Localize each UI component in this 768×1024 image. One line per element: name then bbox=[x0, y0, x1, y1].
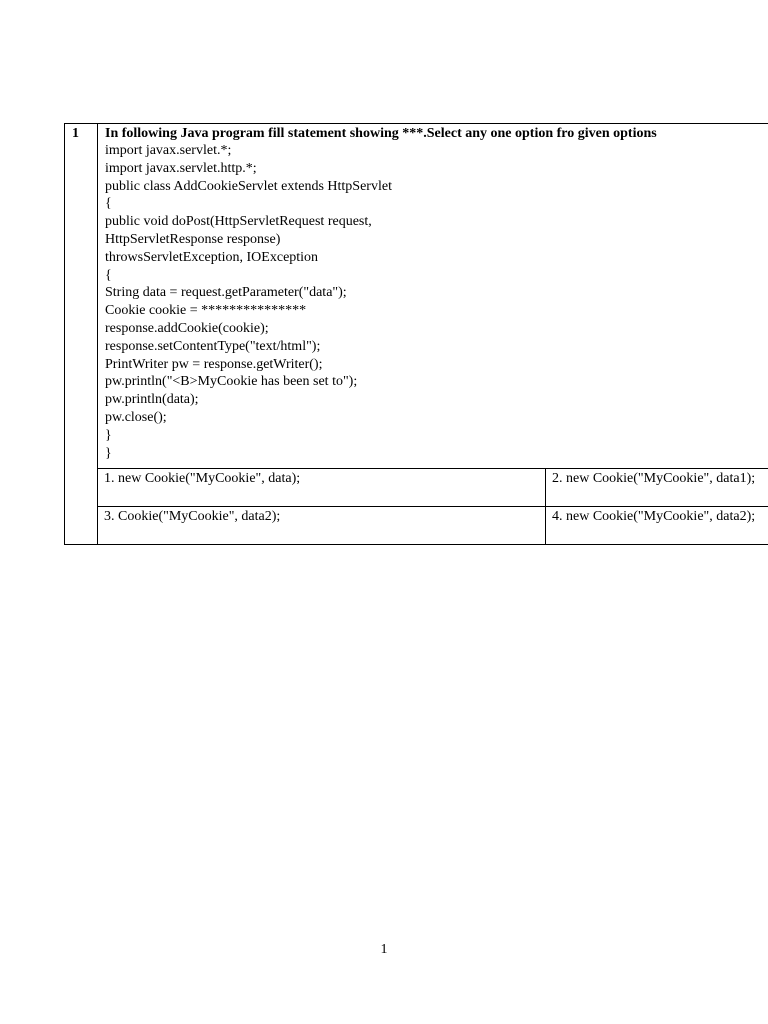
option-1: 1. new Cookie("MyCookie", data); bbox=[98, 469, 546, 507]
option-2: 2. new Cookie("MyCookie", data1); bbox=[546, 469, 768, 507]
options-row bbox=[65, 507, 768, 545]
option-4: 4. new Cookie("MyCookie", data2); bbox=[546, 507, 768, 545]
code-line: { bbox=[105, 196, 112, 212]
question-body-cell bbox=[98, 124, 768, 469]
question-table bbox=[64, 123, 768, 545]
code-line: throwsServletException, IOException bbox=[105, 249, 319, 265]
option-3: 3. Cookie("MyCookie", data2); bbox=[98, 507, 546, 545]
question-number: 1 bbox=[72, 126, 79, 141]
code-line: import javax.servlet.http.*; bbox=[105, 160, 257, 176]
code-line: public void doPost(HttpServletRequest request, bbox=[105, 214, 372, 230]
code-line: String data = request.getParameter("data"); bbox=[105, 285, 347, 301]
code-line: pw.println(data); bbox=[105, 392, 199, 408]
code-line: response.setContentType("text/html"); bbox=[105, 338, 321, 354]
code-line: } bbox=[105, 445, 112, 461]
code-line: HttpServletResponse response) bbox=[105, 231, 281, 247]
code-line: public class AddCookieServlet extends HttpServlet bbox=[105, 178, 392, 194]
page-number: 1 bbox=[380, 942, 388, 957]
code-line: response.addCookie(cookie); bbox=[105, 320, 269, 336]
question-heading: In following Java program fill statement showing ***.Select any one option fro given options bbox=[105, 126, 657, 141]
code-line: pw.println("<B>MyCookie has been set to"); bbox=[105, 374, 358, 390]
code-line: } bbox=[105, 427, 112, 443]
options-row bbox=[65, 469, 768, 507]
code-block bbox=[105, 142, 768, 462]
question-number-cell bbox=[65, 124, 98, 545]
question-row bbox=[65, 124, 768, 469]
code-line: import javax.servlet.*; bbox=[105, 143, 232, 158]
code-line: { bbox=[105, 267, 112, 283]
code-line: Cookie cookie = *************** bbox=[105, 303, 307, 319]
code-line: pw.close(); bbox=[105, 409, 167, 425]
code-line: PrintWriter pw = response.getWriter(); bbox=[105, 356, 323, 372]
